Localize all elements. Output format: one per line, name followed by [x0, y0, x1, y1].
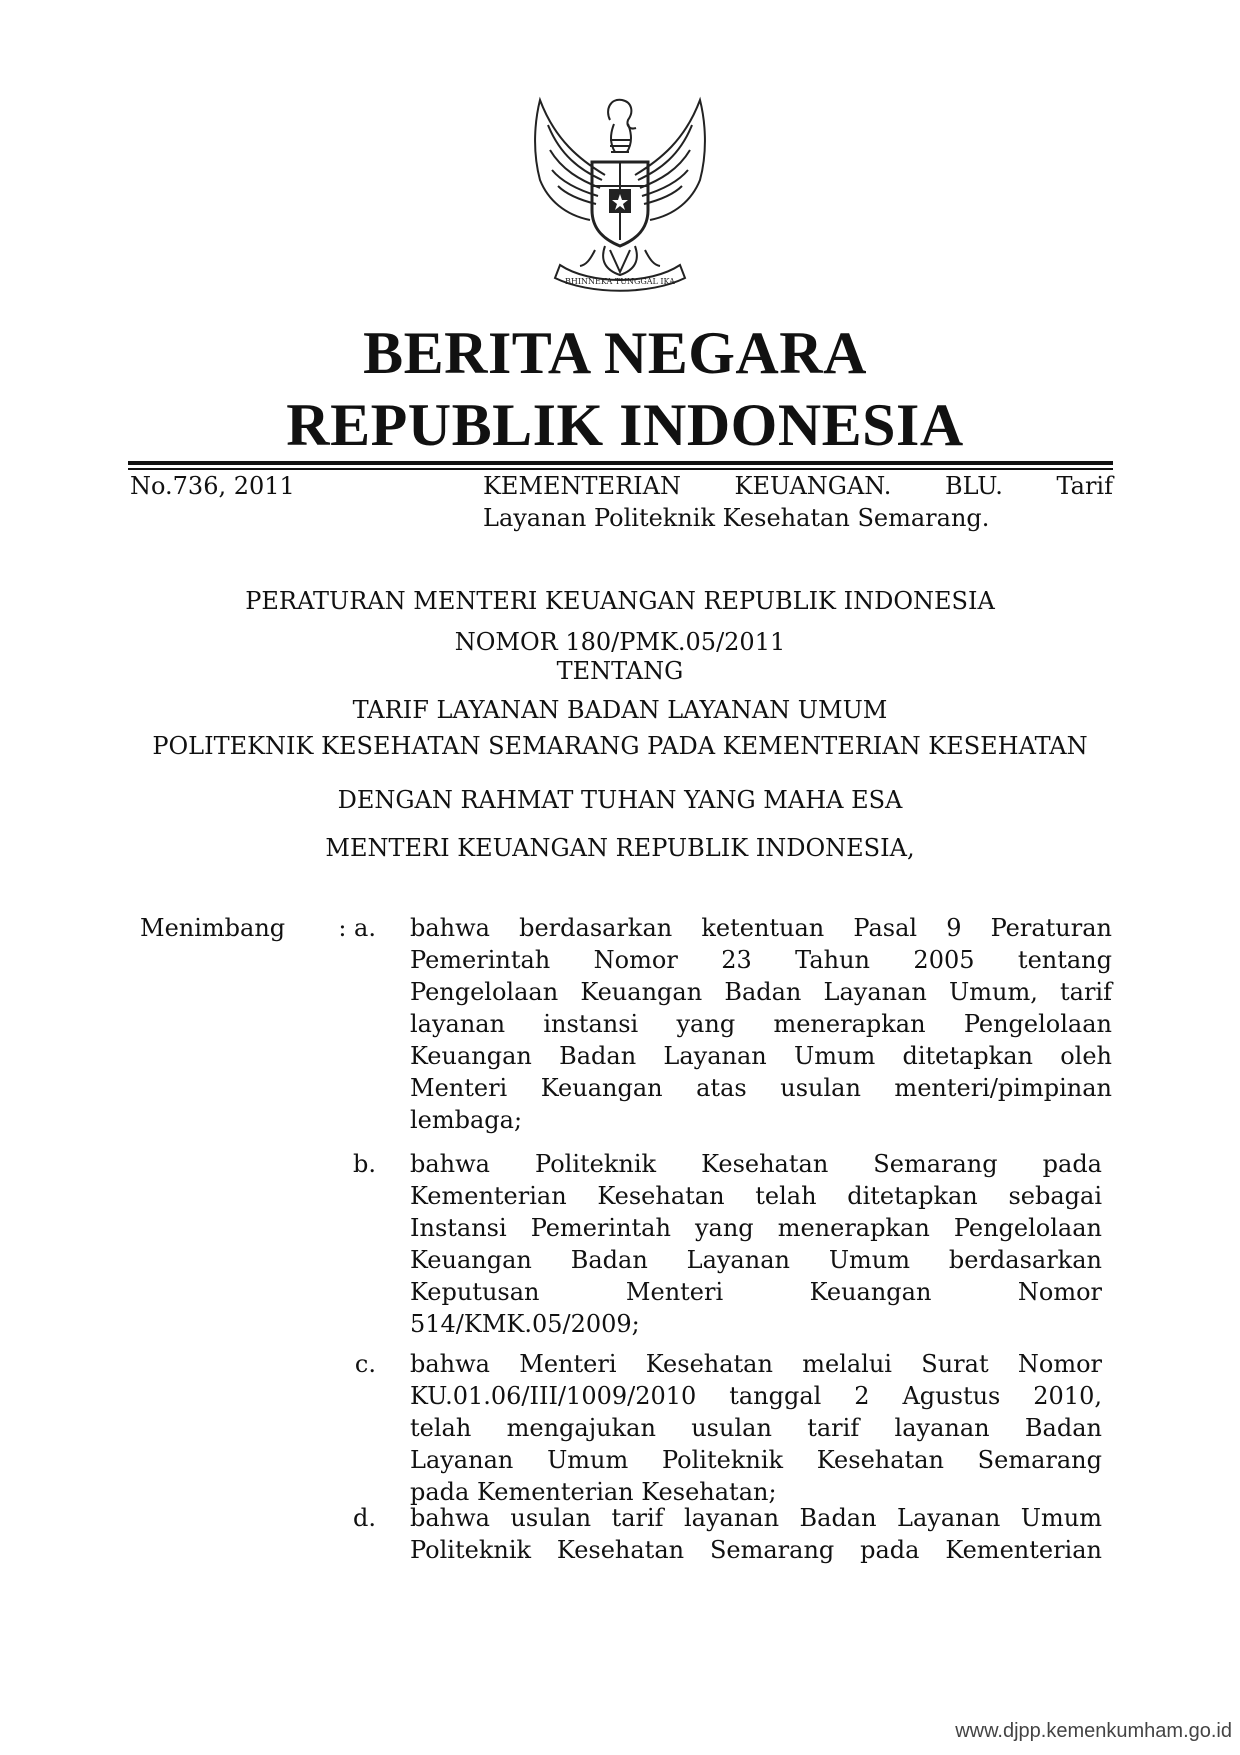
regulation-tentang: TENTANG	[556, 657, 684, 685]
text-line: pada Kementerian Kesehatan;	[410, 1478, 777, 1506]
regulation-title: PERATURAN MENTERI KEUANGAN REPUBLIK INDONESIA	[245, 587, 995, 615]
text-line: bahwa Menteri Kesehatan melalui Surat Nomor	[410, 1350, 1102, 1378]
subject-word: KEUANGAN.	[734, 472, 892, 500]
consideration-d	[410, 1502, 1102, 1566]
consideration-b	[410, 1148, 1102, 1340]
text-line: Politeknik Kesehatan Semarang pada Kementerian	[410, 1536, 1102, 1564]
regulation-subject-line1: TARIF LAYANAN BADAN LAYANAN UMUM	[352, 696, 888, 724]
masthead-subtitle: REPUBLIK INDONESIA	[286, 392, 964, 458]
item-mark-d: d.	[353, 1504, 376, 1532]
subject-word: BLU.	[944, 472, 1003, 500]
menimbang-label: Menimbang	[140, 914, 286, 942]
text-line: Layanan Umum Politeknik Kesehatan Semarang	[410, 1446, 1102, 1474]
text-line: telah mengajukan usulan tarif layanan Badan	[410, 1414, 1102, 1442]
text-line: Kementerian Kesehatan telah ditetapkan sebagai	[410, 1182, 1102, 1210]
text-line: Menteri Keuangan atas usulan menteri/pimpinan	[410, 1074, 1112, 1102]
text-line: Pengelolaan Keuangan Badan Layanan Umum, tarif	[410, 978, 1112, 1006]
gazette-subject-line2: Layanan Politeknik Kesehatan Semarang.	[483, 504, 990, 532]
masthead-rule-thick	[128, 461, 1113, 465]
masthead-title: BERITA NEGARA	[363, 320, 867, 386]
item-mark-a: : a.	[338, 914, 376, 942]
text-line: layanan instansi yang menerapkan Pengelolaan	[410, 1010, 1112, 1038]
regulation-number: NOMOR 180/PMK.05/2011	[454, 628, 786, 656]
text-line: Keuangan Badan Layanan Umum berdasarkan	[410, 1246, 1102, 1274]
consideration-a	[410, 912, 1112, 1136]
consideration-c	[410, 1348, 1102, 1508]
item-mark-b: b.	[353, 1150, 376, 1178]
invocation: DENGAN RAHMAT TUHAN YANG MAHA ESA	[337, 786, 903, 814]
garuda-pancasila-emblem-icon	[510, 80, 730, 300]
gazette-subject-line1	[483, 470, 1113, 502]
gazette-subject	[483, 470, 1113, 534]
text-line: bahwa Politeknik Kesehatan Semarang pada	[410, 1150, 1102, 1178]
gazette-number: No.736, 2011	[130, 472, 295, 500]
subject-word: Tarif	[1056, 472, 1113, 500]
text-line: bahwa berdasarkan ketentuan Pasal 9 Peraturan	[410, 914, 1112, 942]
svg-text:BHINNEKA TUNGGAL IKA: BHINNEKA TUNGGAL IKA	[565, 277, 675, 286]
issuer: MENTERI KEUANGAN REPUBLIK INDONESIA,	[325, 834, 915, 862]
subject-word: KEMENTERIAN	[483, 472, 681, 500]
regulation-subject-line2: POLITEKNIK KESEHATAN SEMARANG PADA KEMENTERIAN KESEHATAN	[152, 732, 1088, 760]
text-line: lembaga;	[410, 1106, 523, 1134]
text-line: bahwa usulan tarif layanan Badan Layanan Umum	[410, 1504, 1102, 1532]
text-line: KU.01.06/III/1009/2010 tanggal 2 Agustus 2010,	[410, 1382, 1102, 1410]
text-line: Instansi Pemerintah yang menerapkan Pengelolaan	[410, 1214, 1102, 1242]
text-line: Keuangan Badan Layanan Umum ditetapkan oleh	[410, 1042, 1112, 1070]
source-watermark: www.djpp.kemenkumham.go.id	[955, 1720, 1232, 1742]
text-line: 514/KMK.05/2009;	[410, 1310, 640, 1338]
item-mark-c: c.	[354, 1350, 376, 1378]
text-line: Pemerintah Nomor 23 Tahun 2005 tentang	[410, 946, 1112, 974]
text-line: Keputusan Menteri Keuangan Nomor	[410, 1278, 1102, 1306]
